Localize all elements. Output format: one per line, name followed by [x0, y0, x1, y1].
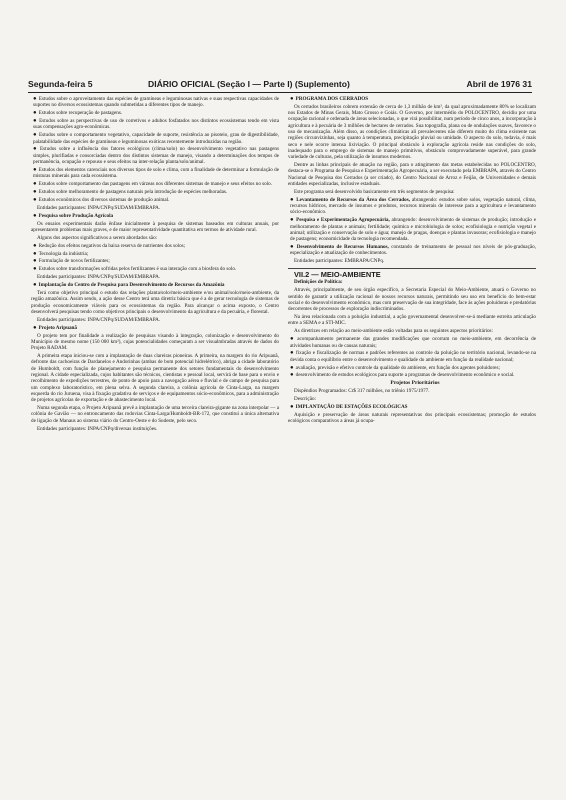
header-date-page: Abril de 1976 31: [466, 79, 532, 89]
section-title-text: Pesquisa sobre Produção Agrícola: [38, 212, 114, 219]
bullet-paragraph: [288, 244, 536, 257]
bullet-paragraph: [288, 217, 536, 242]
bullet-paragraph: [288, 365, 536, 371]
bullet-icon: ●: [290, 336, 296, 343]
bullet-paragraph: [31, 110, 279, 116]
bullet-paragraph: [31, 189, 279, 195]
bullet-icon: ●: [33, 166, 37, 173]
chapter-heading: VII.2 — MEIO-AMBIENTE: [294, 269, 381, 279]
paragraph-text: Redução dos efeitos negativos da baixa reserva de nutrientes dos solos;: [38, 242, 186, 249]
bullet-lead: Desenvolvimento de Recursos Humanos,: [296, 244, 389, 251]
paragraph-text: avaliação, previsão e efetivo controle da qualidade do ambiente, em função dos agentes poluidores;: [295, 364, 500, 371]
paragraph-text: Estudos sobre o comportamento vegetativo, capacidade de suporte, resistência ao pisoteio, grau de digestibilidade, palatabilidade das espécies de gramíneas e leguminosas exóticas recentemente introduzidas na região.: [33, 132, 279, 145]
bullet-paragraph: [31, 146, 279, 165]
bullet-icon: ●: [290, 372, 294, 379]
right-column: [288, 96, 536, 786]
bullet-icon: ●: [290, 217, 295, 224]
bullet-icon: ●: [33, 212, 37, 219]
paragraph-text: Estudos sobre o aproveitamento das espécies de gramíneas e leguminosas nativas e suas respectivas capacidades de suportes no diversos ecossistemas quando submetidas a diferentes tipos de manejo.: [33, 96, 279, 109]
bullet-icon: ●: [33, 181, 37, 188]
projects-heading: Projetos Prioritários: [390, 380, 440, 387]
bullet-icon: ●: [33, 324, 37, 331]
section-title: [288, 96, 536, 102]
bullet-icon: ●: [33, 110, 37, 117]
paragraph: Terá como objetivo principal o estudo das relações planta/solo/meio-ambiente e/ou animal/solo/meio-ambiente, da região amazônica. Assim sendo, a ação desse Centro terá uma diretriz básica que é a de gerar tecnologia de sistemas de produção economicamente viáveis para os ecossistemas da região. Para alcançar o acima exposto, o Centro desenvolverá pesquisas tendo como objetivos principais o desenvolvimento da agricultura e da pecuária, e florestal.: [31, 290, 279, 315]
paragraph-text: abrangendo: estudos sobre solos, vegetação natural, clima, recursos hídricos, mercado de insumos e produtos, recursos minerais de interesse para a agricultura e levantamento sócio-econômico.: [290, 196, 536, 216]
section-title-text: Implantação do Centro de Pesquisa para Desenvolvimento de Recursos da Amazônia: [38, 282, 225, 289]
bullet-icon: ●: [290, 96, 294, 102]
paragraph: Alguns dos aspectos significativos a serem abordados são:: [37, 234, 158, 241]
participants-line: Entidades participantes: INPA/CNPq/SUDAM/EMBRAPA.: [37, 204, 161, 211]
bullet-icon: ●: [33, 196, 37, 203]
participants-line: Entidades participantes: INPA/CNPq/SUDAM/EMBRAPA.: [37, 316, 161, 323]
section-title-text: Projeto Aripuanã: [38, 324, 77, 331]
bullet-icon: ●: [33, 250, 37, 257]
bullet-paragraph: [31, 167, 279, 180]
bullet-paragraph: [31, 118, 279, 131]
bullet-paragraph: [288, 336, 536, 349]
bullet-paragraph: [288, 350, 536, 363]
section-title: [31, 213, 279, 219]
paragraph-text: Estudos sobre recuperação de pastagens.: [38, 110, 123, 117]
paragraph: Este programa será desenvolvido basicamente em três segmentos de pesquisa:: [294, 188, 455, 195]
bullet-paragraph: [31, 243, 279, 249]
paragraph-text: fixação e fiscalização de normas e padrões referentes ao controle da poluição no território nacional, levando-se na devida conta o equilíbrio entre o desenvolvimento e qualidade do ambiente em função da realidade nacional;: [290, 350, 536, 363]
bullet-paragraph: [31, 266, 279, 272]
bullet-icon: ●: [33, 258, 37, 265]
paragraph: Numa segunda etapa, o Projeto Aripuanã prevê a implantação de uma terceira clareira-gigante na zona interpolar — a colônia de Gavião — no entroncamento das rodovias Cinta-Larga/Humboldt-BR-172, que constitui a única alternativa de ligação de Manaus ao sistema viário do Centro-Oeste e do Sudeste, pelo seco.: [31, 405, 279, 424]
paragraph-text: Estudos sobre melhoramento de pastagens naturais pela introdução de espécies melhoradas.: [38, 189, 228, 196]
paragraph-text: abrangendo: desenvolvimento de sistemas de produção; introdução e melhoramento de plantas e animais; fertilidade; química e microbiologia de solos; ecofisiologia e nutrição vegetal e animal; utilização e conservação de solo e água; manejo de pragas, doenças e plantas invasoras; ecofisiologia e manejo de pastagens; economicidade da tecnologia recomendada.: [290, 217, 536, 243]
bullet-paragraph: [31, 132, 279, 145]
paragraph: Através, principalmente, de seu órgão específico, a Secretaria Especial do Meio-Ambiente, atuará o Governo no sentido de garantir a utilização racional de nossos recursos naturais, permitindo seu uso em benefício do bem-estar social e do desenvolvimento econômico, mas com preservação de sua integridade, face às ações poluidoras e predatórias decorrentes de processos de exploração indiscriminados.: [288, 287, 536, 313]
bullet-paragraph: [31, 96, 279, 109]
paragraph-text: desenvolvimento de estudos ecológicos para suporte a programas de desenvolvimento econômico e social.: [295, 372, 515, 379]
section-title: [31, 325, 279, 331]
paragraph-text: Estudos dos elementos carenciais nos diversos tipos de solo e clima, com a finalidade de determinar a formulação de misturas minerais para cada ecossistema.: [33, 166, 279, 180]
paragraph: O projeto tem por finalidade a realização de pesquisas visando à integração, colonização e desenvolvimento do Município de mesmo nome (150 000 km²), cujas potencialidades começaram a ser visualmbradas através de dados do Projeto RADAM.: [31, 332, 279, 352]
section-title-text: PROGRAMA DOS CERRADOS: [295, 96, 369, 102]
paragraph: Aquisição e preservação de áreas naturais representativas dos principais ecossistemas; promoção de estudos ecológicos comparativos a áreas já ocupa-: [288, 411, 536, 425]
section-title: [31, 282, 279, 288]
bullet-lead: Pesquisa e Experimentação Agropecuária,: [296, 217, 390, 224]
bullet-icon: ●: [33, 132, 37, 139]
paragraph: As diretrizes em relação ao meio-ambiente estão voltadas para os seguintes aspectos prioritários:: [294, 328, 493, 335]
participants-line: Entidades participantes: EMBRAPA/CNPq.: [294, 258, 385, 265]
paragraph: Os cerrados brasileiros cobrem extensão de cerca de 1,3 milhão de km², da qual aproximadamente 80% se localizam nos Estados de Minas Gerais, Mato Grosso e Goiás. O Governo, por intermédio do POLOCENTRO, decidiu por uma ocupação racional e ordenada de áreas selecionadas, o que virá possibilitar, num período de cinco anos, a incorporação à agricultura e à pecuária de 3 milhões de hectares de cerrados. Sua topografia, plana ou de ondulações suaves, favorece o uso de mecanização. Além disso, as condições climáticas ali prevalecentes não diferem muito do clima existente nas regiões circunvizinhas, seja quanto à temperatura, precipitação pluvial ou umidade. O aspecto do solo, todavia, é mais seco e nele ocorre intensa lixiviação. O principal obstáculo à exploração agrícola reside nas condições do solo, inadequado para o emprego de sistemas de manejo primitivos, obstáculo comprovadamente superável, para grande variedade de culturas, pela utilização de insumos modernos.: [288, 103, 536, 161]
paragraph-text: Estudos sobre as perspectivas de uso de corretivos e adubos fosfatados nos distintos ecossistemas tendo em vista suas compensações agro-econômicas.: [33, 118, 279, 131]
paragraph: Na área relacionada com a poluição industrial, a ação governamental desenvolver-se-á mediante estreita articulação entre a SEMA e a STI-MIC.: [288, 314, 536, 327]
paragraph-text: Formulação de novos fertilizantes;: [38, 258, 110, 265]
paragraph-text: Estudos sobre a influência dos fatores ecológicos (clima/solo) no desenvolvimento vegetativo nas pastagens simples, plurifiadas e consorciadas dentro dos distintos sistemas de manejo, visando a determinações dos tempos de permanência, ocupação e repouso e seus efeitos na inter-relação planta/solo/animal.: [33, 146, 279, 166]
subheading: Definições de Política:: [294, 279, 343, 286]
header-date: Segunda-feira 5: [28, 79, 93, 89]
bullet-icon: ●: [290, 244, 295, 251]
paragraph: Dispêndios Programados: Cr$ 317 milhões, no triênio 1975/1977.: [294, 388, 430, 395]
paragraph-text: Estudos econômicos dos diversos sistemas de produção animal.: [38, 196, 170, 203]
bullet-icon: ●: [33, 282, 37, 289]
bullet-icon: ●: [290, 364, 294, 371]
participants-line: Entidades participantes: INPA/CNPq/SUDAM/EMBRAPA.: [37, 274, 161, 281]
bullet-icon: ●: [290, 404, 294, 411]
bullet-icon: ●: [33, 96, 37, 102]
paragraph-text: Estudos sobre comportamento das pastagens em várzeas nos diferentes sistemas de manejo e seus efeitos no solo.: [38, 181, 273, 188]
bullet-icon: ●: [33, 118, 38, 125]
bullet-lead: Levantamento de Recursos da Área dos Cerrados,: [296, 196, 410, 203]
bullet-icon: ●: [33, 146, 39, 153]
paragraph-text: Tecnologia da indústria;: [38, 250, 89, 257]
section-title-text: IMPLANTAÇÃO DE ESTAÇÕES ECOLÓGICAS: [295, 404, 408, 411]
bullet-icon: ●: [290, 350, 294, 357]
bullet-paragraph: [288, 372, 536, 378]
bullet-paragraph: [31, 181, 279, 187]
paragraph-text: constando de treinamento de pessoal nos níveis de pós-graduação, especialização e atualização de conhecimentos.: [290, 244, 536, 257]
paragraph: Dentre as linhas principais de atuação na região, para o atingimento das metas estabelecidas no POLOCENTRO, destaca-se o Programa de Pesquisa e Experimentação Agropecuária, a ser executado pela EMBRAPA, através do Centro Nacional de Pesquisa dos Cerrados (a ser criado), do Centro Nacional de Arroz e Feijão, de Universidades e demais entidades especializadas, inclusive estaduais.: [288, 162, 536, 188]
bullet-paragraph: [31, 251, 279, 257]
page-header: [28, 78, 532, 93]
header-publication: DIÁRIO OFICIAL (Seção I — Parte I) (Suplemento): [148, 79, 350, 89]
paragraph-text: acompanhamento permanente das grandes modificações que ocorram no meio-ambiente, em decorrência de atividades humanas ou de causas naturais;: [290, 336, 536, 349]
bullet-paragraph: [288, 197, 536, 216]
bullet-icon: ●: [33, 242, 37, 249]
left-column: [31, 96, 279, 786]
paragraph-text: Estudos sobre transformações sofridas pelos fertilizantes é sua interação com a biosfera do solo.: [38, 266, 237, 273]
paragraph: A primeira etapa iniciou-se com a implantação de duas clareiras pioneiras. A primeira, na margem do rio Aripuanã, defronte das cachoeiras de Dardanelos e Andorinhas (ambas de bom potencial hidrelétrico), abriga a cidade laboratório de Humboldt, com função de planejamento e pesquisa permanente dos setores fundamentais do desenvolvimento regional. A cidade especializada, cujos habitantes são técnicos, cientistas e pessoal local, servirá de base para o envio e recolhimento de expedições terrestres, de ponto de apoio para a navegação aérea e fluvial e de campo de pesquisa para um complexo laboratorístico, em plena selva. A segunda clareira, a colônia agrícola de Cinta-Larga, na margem esquerda do rio Juruena, visa à fixação gradativa de serviços e de equipamentos sócio-econômicos, para a administração de projetos agrícolas de exportação e de abastecimento local.: [31, 353, 279, 404]
section-divider: [288, 268, 536, 269]
bullet-icon: ●: [33, 266, 37, 273]
paragraph: Descrição:: [294, 396, 316, 403]
section-title: [288, 404, 536, 410]
participants-line: Entidades participantes: INPA/CNPq/diversas instituições.: [37, 425, 158, 432]
bullet-icon: ●: [33, 189, 37, 196]
bullet-paragraph: [31, 258, 279, 264]
bullet-icon: ●: [290, 196, 295, 203]
bullet-paragraph: [31, 197, 279, 203]
paragraph: Os ensaios experimentais darão ênfase inicialmente à pesquisa de sistemas baseados em culturas anuais, por apresentarem problemas mais graves, e de maior representatividade quantitativa em termos de atividade rural.: [31, 220, 279, 233]
